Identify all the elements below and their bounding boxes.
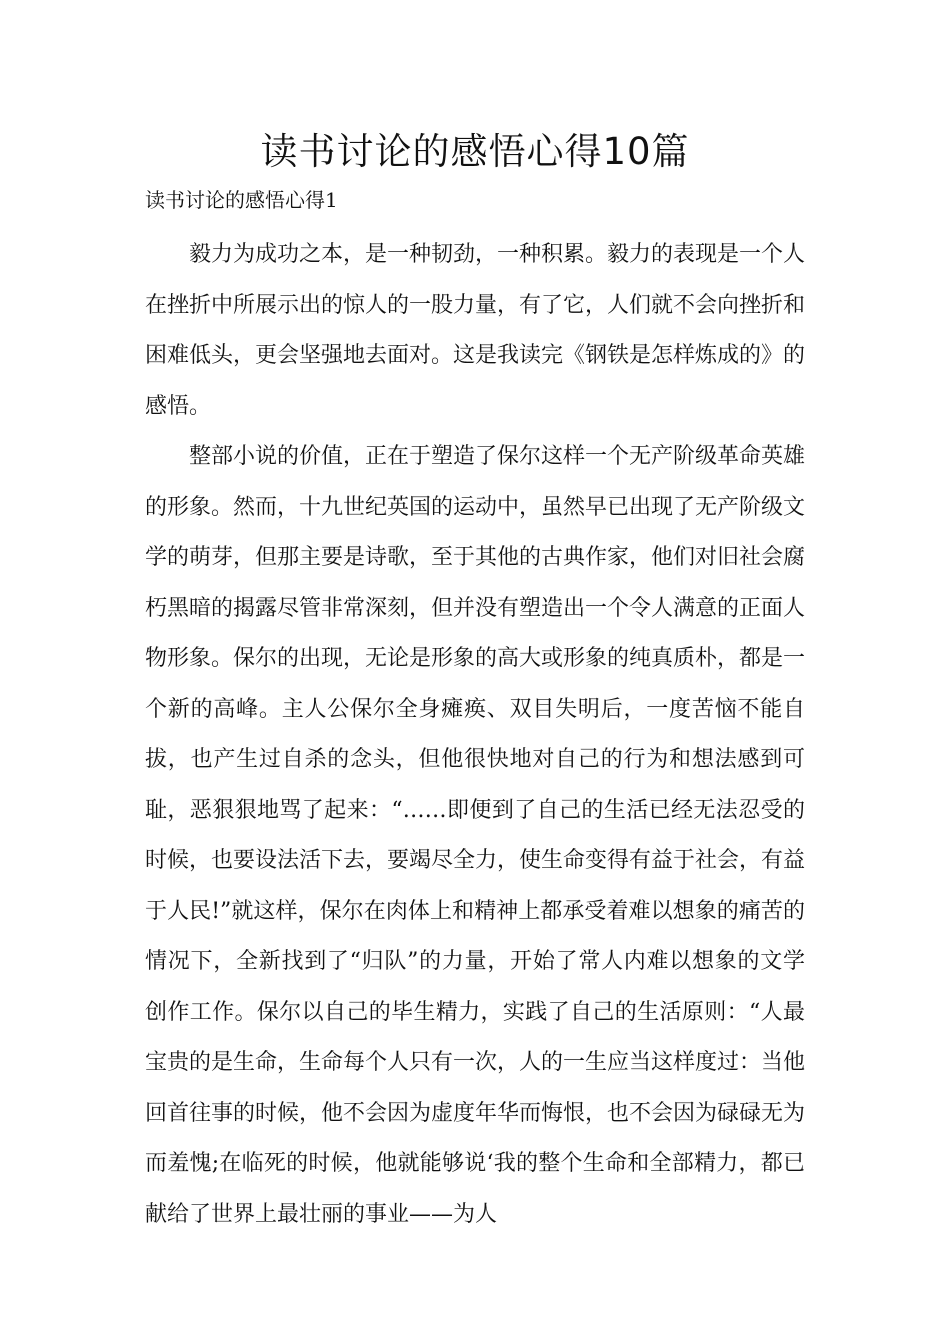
paragraph: 整部小说的价值，正在于塑造了保尔这样一个无产阶级革命英雄的形象。然而，十九世纪英国的运动中，虽然早已出现了无产阶级文学的萌芽，但那主要是诗歌，至于其他的古典作家，他们对旧社会腐朽黑暗的揭露尽管非常深刻，但并没有塑造出一个令人满意的正面人物形象。保尔的出现，无论是形象的高大或形象的纯真质朴，都是一个新的高峰。主人公保尔全身瘫痪、双目失明后，一度苦恼不能自拔，也产生过自杀的念头，但他很快地对自己的行为和想法感到可耻，恶狠狠地骂了起来：“……即便到了自己的生活已经无法忍受的时候，也要设法活下去，要竭尽全力，使生命变得有益于社会，有益于人民!”就这样，保尔在肉体上和精神上都承受着难以想象的痛苦的情况下，全新找到了“归队”的力量，开始了常人内难以想象的文学创作工作。保尔以自己的毕生精力，实践了自己的生活原则：“人最宝贵的是生命，生命每个人只有一次，人的一生应当这样度过：当他回首往事的时候，他不会因为虚度年华而悔恨，也不会因为碌碌无为而羞愧;在临死的时候，他就能够说‘我的整个生命和全部精力，都已献给了世界上最壮丽的事业——为人 (145, 444, 806, 1227)
section-heading: 读书讨论的感悟心得1 (145, 188, 338, 212)
document-title: 读书讨论的感悟心得10篇 (260, 130, 690, 173)
paragraph: 毅力为成功之本，是一种韧劲，一种积累。毅力的表现是一个人在挫折中所展示出的惊人的一股力量，有了它，人们就不会向挫折和困难低头，更会坚强地去面对。这是我读完《钢铁是怎样炼成的》的感悟。 (145, 242, 806, 419)
document-body (145, 230, 805, 1240)
